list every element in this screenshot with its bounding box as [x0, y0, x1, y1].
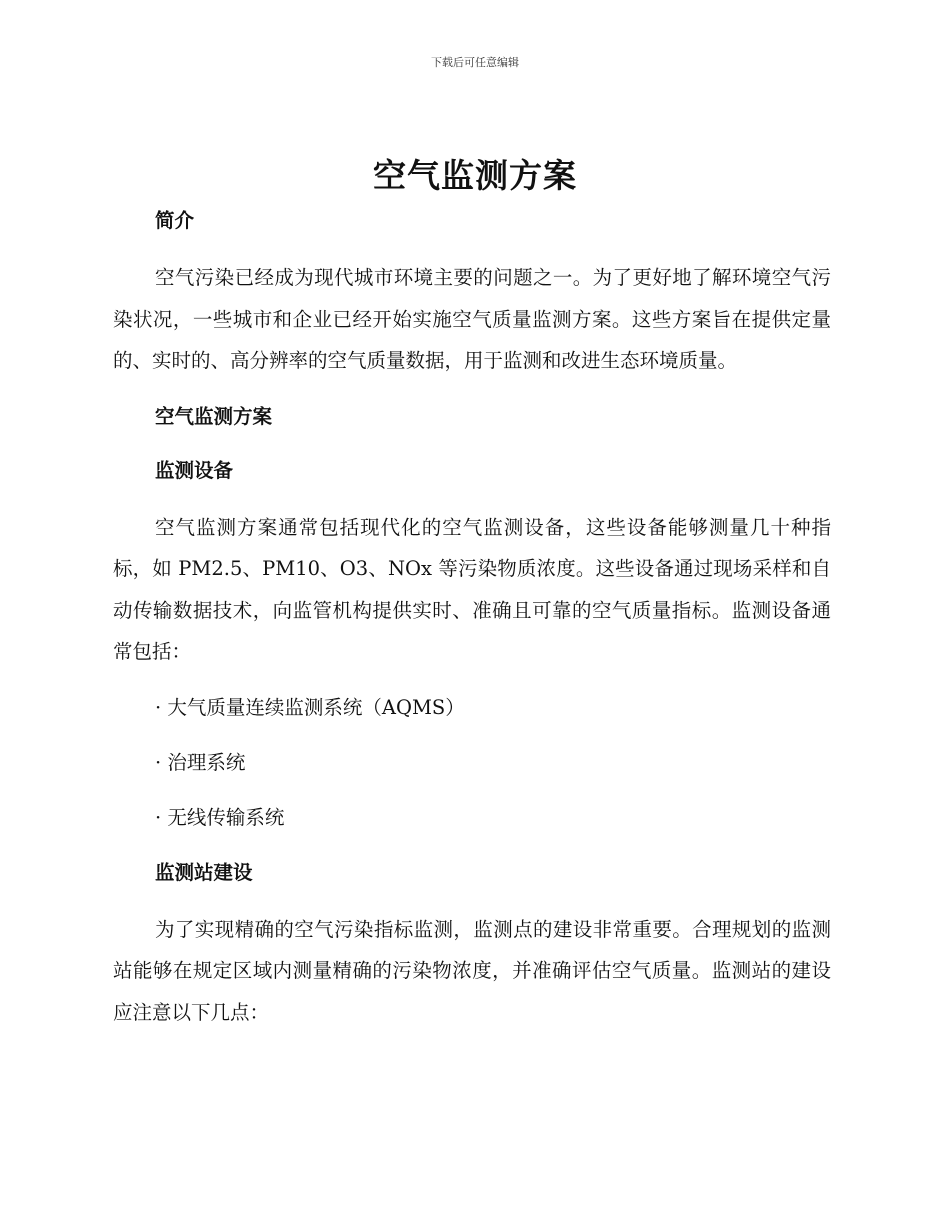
station-heading: 监测站建设 [155, 860, 253, 884]
intro-paragraph: 空气污染已经成为现代城市环境主要的问题之一。为了更好地了解环境空气污染状况，一些城市和企业已经开始实施空气质量监测方案。这些方案旨在提供定量的、实时的、高分辨率的空气质量数据，用于监测和改进生态环境质量。 [113, 266, 831, 372]
equipment-item-wireless: · 无线传输系统 [155, 805, 285, 829]
equipment-heading: 监测设备 [155, 458, 234, 482]
document-title: 空气监测方案 [373, 156, 577, 195]
equipment-paragraph: 空气监测方案通常包括现代化的空气监测设备，这些设备能够测量几十种指标，如 PM2.5、PM10、O3、NOx 等污染物质浓度。这些设备通过现场采样和自动传输数据技术，向监管机构提供实时、准确且可靠的空气质量指标。监测设备通常包括： [113, 515, 831, 663]
station-paragraph: 为了实现精确的空气污染指标监测，监测点的建设非常重要。合理规划的监测站能够在规定区域内测量精确的污染物浓度，并准确评估空气质量。监测站的建设应注意以下几点： [113, 917, 831, 1024]
page-header-note: 下载后可任意编辑 [431, 56, 519, 69]
document-body [113, 205, 831, 1033]
equipment-item-treatment: · 治理系统 [155, 750, 246, 774]
intro-heading: 简介 [155, 209, 195, 232]
equipment-item-aqms: · 大气质量连续监测系统（AQMS） [155, 695, 465, 719]
plan-heading: 空气监测方案 [155, 404, 273, 428]
